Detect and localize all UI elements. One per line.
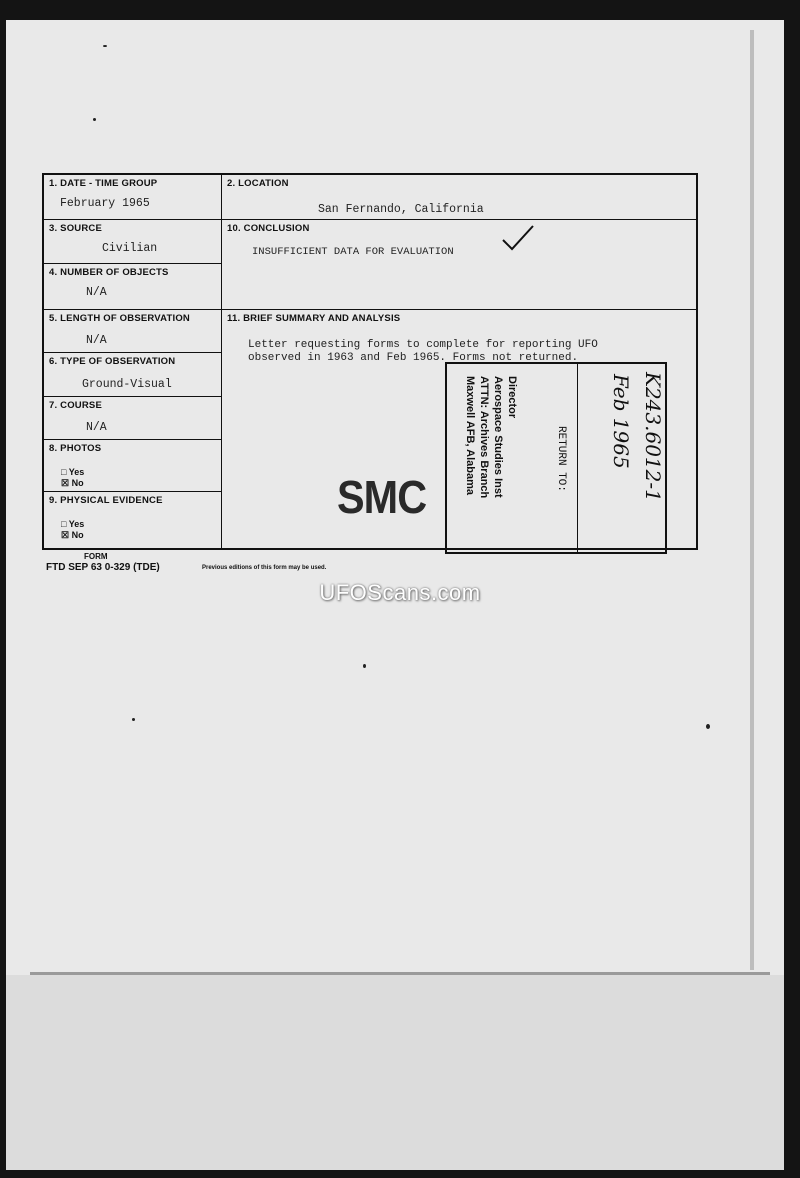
photos-yes-checkbox: □ Yes: [61, 467, 85, 477]
number-of-objects-cell: [44, 264, 222, 310]
handwritten-file-number: K243.6012-1: [641, 372, 665, 502]
length-of-observation-value: N/A: [86, 334, 107, 347]
photos-no-label: No: [71, 478, 84, 488]
photos-yes-label: Yes: [68, 467, 85, 477]
course-label: 7. COURSE: [49, 400, 103, 411]
course-cell: [44, 397, 222, 440]
stamp-divider: [577, 364, 578, 552]
conclusion-cell: [222, 220, 696, 310]
date-time-group-cell: [44, 175, 222, 220]
return-to-label: RETURN TO:: [555, 426, 567, 493]
summary-line-2: observed in 1963 and Feb 1965. Forms not returned.: [248, 352, 579, 364]
conclusion-label: 10. CONCLUSION: [227, 223, 310, 234]
location-cell: [222, 175, 696, 220]
conclusion-value: INSUFFICIENT DATA FOR EVALUATION: [252, 246, 454, 258]
location-value: San Fernando, California: [318, 203, 484, 216]
source-value: Civilian: [102, 242, 158, 255]
number-of-objects-label: 4. NUMBER OF OBJECTS: [49, 267, 169, 278]
footer-form-id: FTD SEP 63 0-329 (TDE): [46, 562, 160, 573]
stamp-line-1: Director: [506, 376, 518, 419]
speck: [706, 724, 710, 729]
page-edge: [750, 30, 754, 970]
source-cell: [44, 220, 222, 264]
handwritten-date: Feb 1965: [609, 374, 633, 469]
footer-note: Previous editions of this form may be used.: [202, 565, 327, 571]
location-label: 2. LOCATION: [227, 178, 289, 189]
physical-evidence-no-checkbox: ☒ No: [61, 530, 84, 540]
source-label: 3. SOURCE: [49, 223, 103, 234]
type-of-observation-value: Ground-Visual: [82, 378, 172, 391]
photos-cell: [44, 440, 222, 492]
speck: [103, 45, 107, 47]
return-to-stamp: [445, 362, 667, 554]
speck: [363, 664, 366, 668]
photos-label: 8. PHOTOS: [49, 443, 102, 454]
summary-line-1: Letter requesting forms to complete for reporting UFO: [248, 339, 598, 351]
speck: [132, 718, 135, 721]
stamp-line-2: Aerospace Studies Inst: [492, 376, 504, 498]
stamp-line-4: Maxwell AFB, Alabama: [464, 376, 476, 495]
physical-evidence-no-label: No: [71, 530, 84, 540]
date-time-group-value: February 1965: [60, 197, 150, 210]
length-of-observation-label: 5. LENGTH OF OBSERVATION: [49, 313, 190, 324]
type-of-observation-cell: [44, 353, 222, 397]
number-of-objects-value: N/A: [86, 286, 107, 299]
course-value: N/A: [86, 421, 107, 434]
type-of-observation-label: 6. TYPE OF OBSERVATION: [49, 356, 176, 367]
speck: [93, 118, 96, 121]
lower-page: [6, 975, 784, 1170]
physical-evidence-yes-checkbox: □ Yes: [61, 519, 85, 529]
physical-evidence-yes-label: Yes: [68, 519, 85, 529]
physical-evidence-cell: [44, 492, 222, 548]
watermark: UFOScans.com: [319, 580, 481, 605]
summary-label: 11. BRIEF SUMMARY AND ANALYSIS: [227, 313, 401, 324]
stamp-line-3: ATTN: Archives Branch: [478, 376, 490, 499]
checkmark-icon: [500, 224, 536, 254]
smc-stamp: SMC: [336, 471, 427, 523]
photos-no-checkbox: ☒ No: [61, 478, 84, 488]
date-time-group-label: 1. DATE - TIME GROUP: [49, 178, 158, 189]
length-of-observation-cell: [44, 310, 222, 353]
physical-evidence-label: 9. PHYSICAL EVIDENCE: [49, 495, 163, 506]
footer-form-word: FORM: [84, 552, 108, 561]
